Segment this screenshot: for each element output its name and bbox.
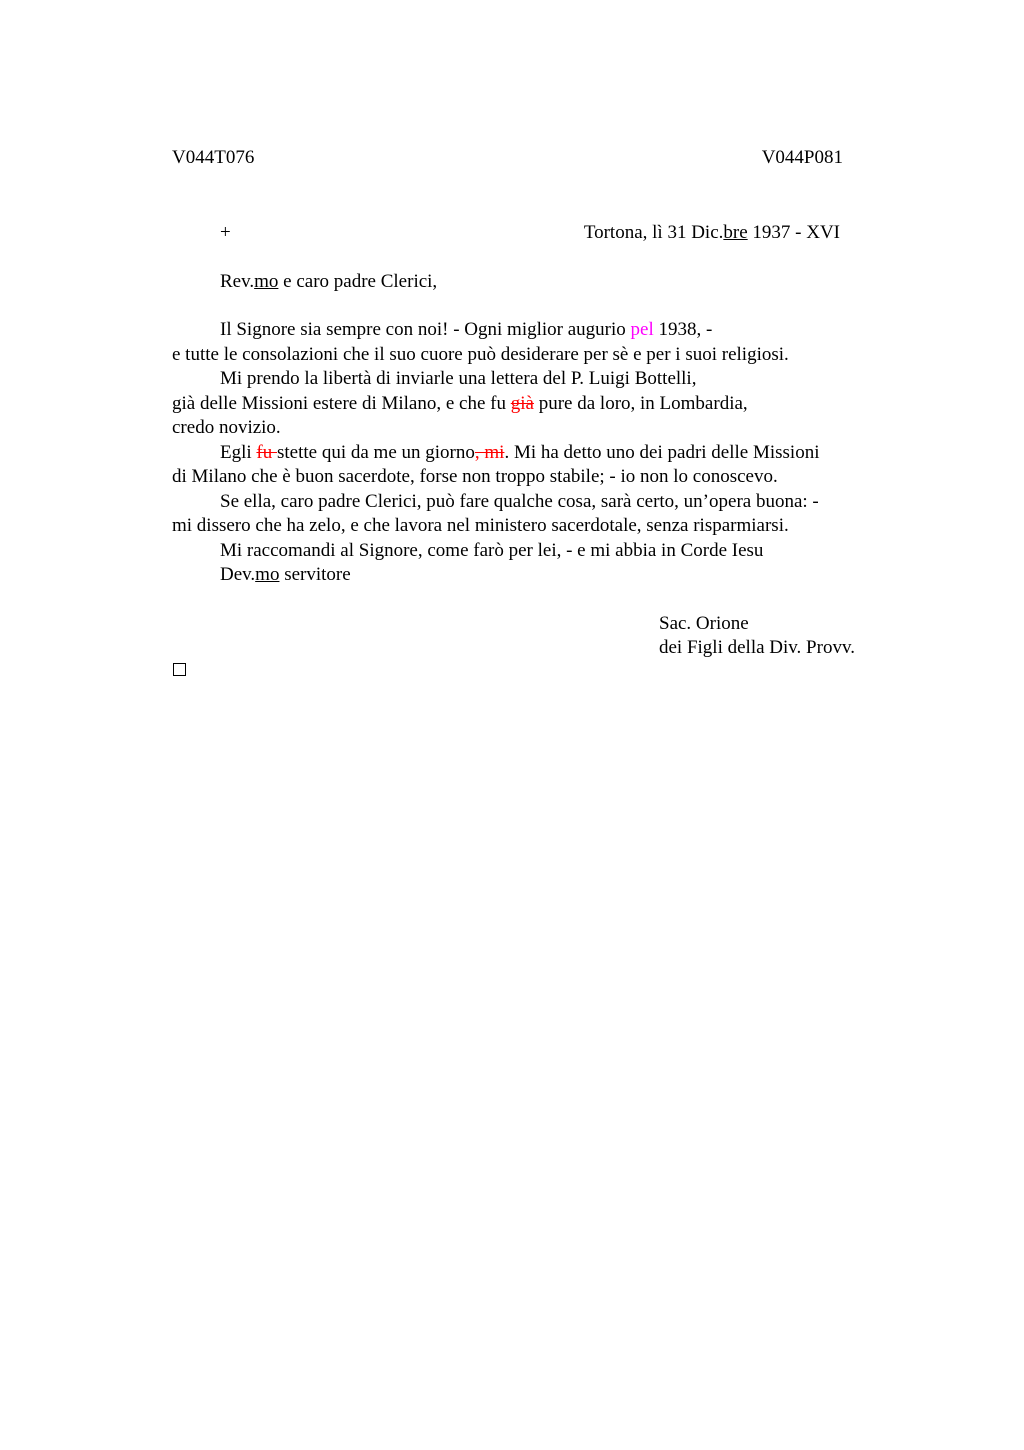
document-code-right: V044P081 [761,147,843,168]
line-4-text-a: già delle Missioni estere di Milano, e che fu [172,393,511,414]
closing-after: servitore [279,564,351,585]
line-4-deletion: già [510,393,534,414]
dateline-superscript: bre [723,222,748,243]
cross-symbol: + [220,222,231,243]
closing-before: Dev. [220,564,256,585]
body-line-10: Mi raccomandi al Signore, come farò per lei, - e mi abbia in Corde Iesu [220,540,764,561]
body-line-4 [172,392,748,416]
line-6-text-a: Egli [220,442,257,463]
body-line-6 [220,441,820,465]
dateline [584,221,840,245]
line-6-deletion-1: fu [256,442,277,463]
line-4-text-b: pure da loro, in Lombardia, [533,393,748,414]
line-6-text-b: stette qui da me un giorno [277,442,475,463]
signature-title: dei Figli della Div. Provv. [659,637,855,658]
dateline-after: 1937 - XVI [747,222,840,243]
line-1-insertion: pel [630,319,654,340]
body-line-8: Se ella, caro padre Clerici, può fare qualche cosa, sarà certo, un’opera buona: - [220,491,819,512]
body-line-2: e tutte le consolazioni che il suo cuore può desiderare per sè e per i suoi religiosi. [172,344,789,365]
dateline-before: Tortona, lì 31 Dic. [583,222,724,243]
body-line-7: di Milano che è buon sacerdote, forse non troppo stabile; - io non lo conoscevo. [172,466,778,487]
line-1-text-b: 1938, - [653,319,713,340]
closing-superscript: mo [255,564,280,585]
line-6-deletion-2: , mi [474,442,505,463]
document-code-left: V044T076 [172,147,255,168]
salutation [220,270,437,294]
body-line-9: mi dissero che ha zelo, e che lavora nel ministero sacerdotale, senza risparmiarsi. [172,515,789,536]
line-6-text-c: . Mi ha detto uno dei padri delle Missioni [504,442,820,463]
salutation-after: e caro padre Clerici, [278,271,438,292]
salutation-before: Rev. [220,271,255,292]
body-line-3: Mi prendo la libertà di inviarle una lettera del P. Luigi Bottelli, [220,368,697,389]
signature-name: Sac. Orione [659,613,749,634]
closing [220,563,351,587]
body-line-1 [220,318,712,342]
end-square-icon [173,663,186,676]
body-line-5: credo novizio. [172,417,281,438]
line-1-text-a: Il Signore sia sempre con noi! - Ogni miglior augurio [220,319,631,340]
salutation-superscript: mo [254,271,279,292]
